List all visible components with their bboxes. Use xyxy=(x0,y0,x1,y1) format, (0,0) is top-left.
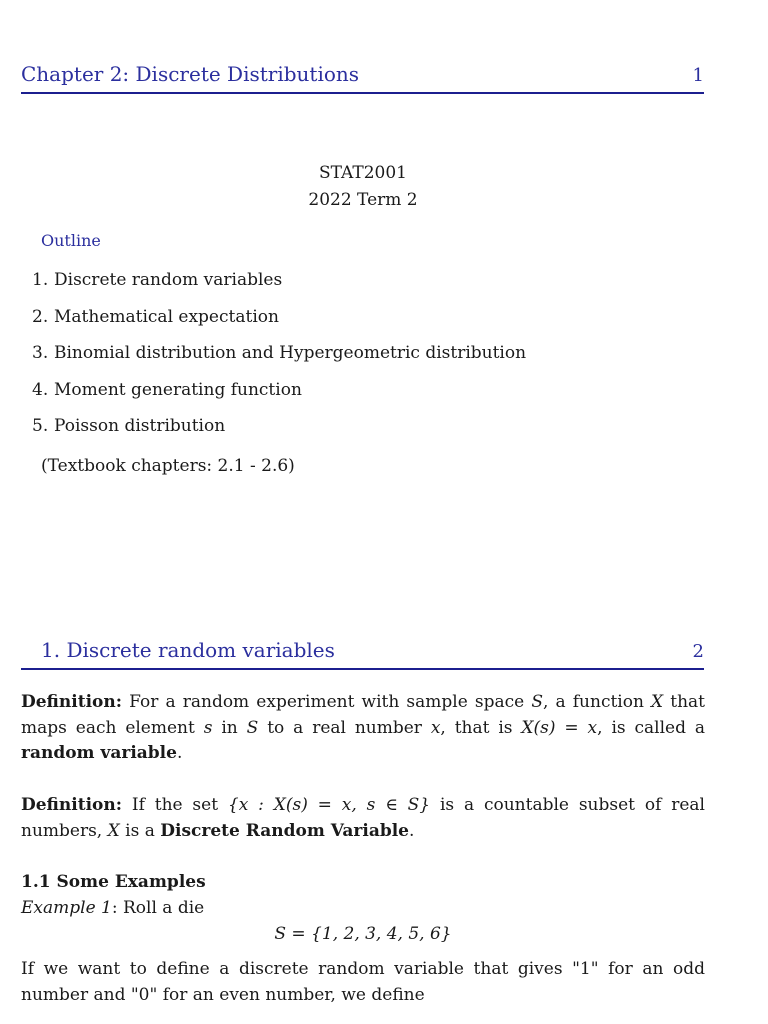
text: that maps each element xyxy=(21,692,706,738)
chapter-title: Chapter 2: Discrete Distributions xyxy=(21,62,360,86)
text: , a function xyxy=(542,692,652,712)
text: . xyxy=(409,820,415,841)
definition-label: Definition: xyxy=(21,692,123,712)
outline-item-number: 5. xyxy=(32,416,49,437)
math-var: x xyxy=(430,717,441,738)
outline-item-text: Poisson distribution xyxy=(54,416,226,437)
display-equation: S = {1, 2, 3, 4, 5, 6} xyxy=(274,924,452,944)
math-var: s xyxy=(203,717,213,738)
textbook-note: (Textbook chapters: 2.1 - 2.6) xyxy=(41,456,295,476)
definition-random-variable xyxy=(21,690,705,767)
defined-term: random variable xyxy=(21,743,177,763)
example-label: Example 1 xyxy=(21,898,112,918)
outline-item-number: 3. xyxy=(32,343,49,364)
outline-list xyxy=(32,268,526,451)
page-number: 1 xyxy=(692,65,704,86)
body-paragraph: If we want to define a discrete random variable that gives "1" for an odd number and "0" for an even number, we define xyxy=(21,959,705,1005)
slide-header xyxy=(21,62,704,94)
section-title: 1. Discrete random variables xyxy=(41,638,335,662)
course-code: STAT2001 xyxy=(318,163,407,183)
course-term: 2022 Term 2 xyxy=(308,190,418,210)
outline-item-text: Discrete random variables xyxy=(54,270,283,290)
text: For a random experiment with sample space xyxy=(122,692,532,712)
outline-item-text: Binomial distribution and Hypergeometric distribution xyxy=(54,343,527,364)
text: , that is xyxy=(440,717,522,738)
outline-item xyxy=(32,414,526,451)
page-number: 2 xyxy=(692,641,704,662)
math-var: X xyxy=(107,820,120,841)
outline-heading: Outline xyxy=(41,231,101,250)
definition-label: Definition: xyxy=(21,795,123,815)
text: . xyxy=(176,743,183,763)
outline-item-number: 2. xyxy=(32,306,49,327)
outline-item xyxy=(32,305,526,342)
math-expression: X(s) = x xyxy=(521,717,598,738)
example-text: : Roll a die xyxy=(111,898,205,918)
text: to a real number xyxy=(258,717,431,738)
example-line xyxy=(21,898,204,918)
outline-item-number: 4. xyxy=(32,379,49,400)
defined-term: Discrete Random Variable xyxy=(160,820,409,841)
definition-discrete-random-variable xyxy=(21,793,705,844)
text: in xyxy=(212,717,247,738)
outline-item-text: Moment generating function xyxy=(54,379,302,400)
outline-item xyxy=(32,268,526,305)
text: If the set xyxy=(122,795,228,815)
text: is a xyxy=(119,820,161,841)
outline-item-text: Mathematical expectation xyxy=(54,306,279,327)
math-var: S xyxy=(531,692,543,712)
text: is a countable subset of real numbers, xyxy=(21,795,705,841)
outline-item-number: 1. xyxy=(32,270,49,290)
outline-item xyxy=(32,378,526,415)
section-header xyxy=(21,638,704,670)
text: , is called a xyxy=(597,717,705,738)
math-set: {x : X(s) = x, s ∈ S} xyxy=(227,795,431,815)
subsection-heading: 1.1 Some Examples xyxy=(21,872,206,892)
math-var: S xyxy=(246,717,259,738)
math-var: X xyxy=(651,692,664,712)
outline-item xyxy=(32,341,526,378)
